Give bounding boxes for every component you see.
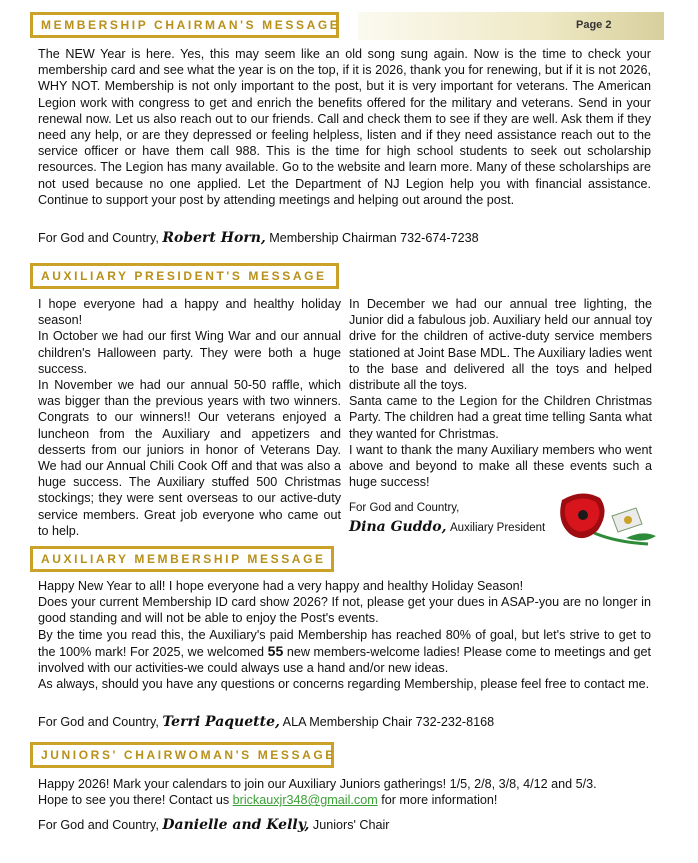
- page-label-bar: [358, 12, 664, 40]
- aux-membership-paragraph-goal: By the time you read this, the Auxiliary's paid Membership has reached 80% of goal, but let's strive to get to the 100% mark! For 2025, we welcomed 55 new members-welcome ladies! Please come to meetings and get involved with our activities-we could always use a hand and/or new ideas.: [38, 627, 651, 676]
- aux-president-paragraph: Santa came to the Legion for the Children Christmas Party. The children had a great time telling Santa what they wanted for Christmas.: [349, 394, 652, 441]
- poppy-emblem-icon: [552, 488, 662, 556]
- auxiliary-president-right-column: [349, 296, 652, 490]
- aux-president-paragraph: In November we had our annual 50-50 raffle, which was bigger than the previous years with two winners. Congrats to our winners!! Our veterans enjoyed a luncheon from the Auxiliary and appetizers and desserts from our juniors in honor of Veterans Day. We had our Annual Chili Cook Off and that was also a huge success. The Auxiliary stuffed 500 Christmas stockings; they were sent overseas to our active-duty service members. Great job everyone who came out to help.: [38, 378, 341, 538]
- aux-membership-paragraph: As always, should you have any questions or concerns regarding Membership, please feel free to contact me.: [38, 677, 650, 692]
- signature-dina-guddo: Dina Guddo,: [349, 519, 447, 535]
- membership-chairman-signature: For God and Country, Robert Horn, Membership Chairman 732-674-7238: [38, 230, 479, 246]
- poppy-center: [578, 510, 588, 520]
- auxiliary-president-header: AUXILIARY PRESIDENT'S MESSAGE: [30, 263, 339, 289]
- new-members-count: 55: [267, 642, 284, 659]
- auxiliary-membership-body: [38, 578, 651, 692]
- aux-president-paragraph: I want to thank the many Auxiliary members who went above and beyond to make all these events such a huge success!: [349, 442, 652, 490]
- aux-membership-signature: For God and Country, Terri Paquette, ALA Membership Chair 732-232-8168: [38, 714, 495, 730]
- juniors-line-contact: Hope to see you there! Contact us brickauxjr348@gmail.com for more information!: [38, 793, 498, 808]
- aux-membership-paragraph: Happy New Year to all! I hope everyone had a very happy and healthy Holiday Season!: [38, 579, 524, 593]
- juniors-email-link[interactable]: brickauxjr348@gmail.com: [232, 793, 378, 808]
- poppy-leaf: [626, 533, 656, 540]
- auxiliary-president-left-column: [38, 296, 341, 539]
- aux-president-paragraph: In October we had our first Wing War and our annual children's Halloween party. They were both a huge success.: [38, 329, 341, 376]
- juniors-line: Happy 2026! Mark your calendars to join our Auxiliary Juniors gatherings! 1/5, 2/8, 3/8, 4/12 and 5/3.: [38, 777, 597, 791]
- aux-president-sign-prefix: For God and Country,: [349, 502, 460, 514]
- aux-president-paragraph: I hope everyone had a happy and healthy holiday season!: [38, 297, 341, 328]
- aux-president-paragraph: In December we had our annual tree lighting, the Junior did a fabulous job. Auxiliary held our annual toy drive for the children of active-duty service members stationed at Joint Base MDL. The Auxiliary ladies went to the base and delivered all the toys and helped distribute all the toys.: [349, 297, 652, 393]
- signature-danielle-kelly: Danielle and Kelly,: [162, 817, 310, 833]
- auxiliary-membership-header: AUXILIARY MEMBERSHIP MESSAGE: [30, 546, 334, 572]
- aux-membership-paragraph: Does your current Membership ID card show 2026? If not, please get your dues in ASAP-you are no longer in good standing and will not be able to enjoy the Post's events.: [38, 595, 651, 626]
- aux-president-signature: Dina Guddo, Auxiliary President: [349, 519, 546, 535]
- signature-terri-paquette: Terri Paquette,: [162, 714, 280, 730]
- juniors-chairwoman-header: JUNIORS' CHAIRWOMAN'S MESSAGE: [30, 742, 334, 768]
- membership-chairman-text: The NEW Year is here. Yes, this may seem like an old song sung again. Now is the time to check your membership card and see what the year is on the top, if it is 2026, thank you for renewing, but if it is not 2026, WHY NOT. Membership is not only important to the post, but it is very important for veterans. The American Legion work with congress to get and enrich the benefits offered for the military and veterans. Send in your renewal now. Let us also reach out to our friends. Call and check them to see if they are well. Ask them if they need any help, or are they depressed or feeling helpless, listen and if they need assistance reach out to the service officer or have them call 988. This is the time for high school students to seek out scholarship resources. The Legion has many available. Go to the website and learn more. Many of these scholarships are not used because no one applied. Let the Department of NJ Legion help you with financial assistance. Continue to support your post by attending meetings and helping out around the post.: [38, 47, 651, 207]
- membership-chairman-body: [38, 46, 651, 208]
- juniors-signature: For God and Country, Danielle and Kelly, Juniors' Chair: [38, 817, 390, 833]
- page-number: Page 2: [576, 19, 612, 31]
- poppy-ribbon-seal: [624, 516, 632, 524]
- membership-chairman-header: MEMBERSHIP CHAIRMAN'S MESSAGE: [30, 12, 339, 38]
- signature-robert-horn: Robert Horn,: [162, 230, 266, 246]
- juniors-body: [38, 776, 658, 808]
